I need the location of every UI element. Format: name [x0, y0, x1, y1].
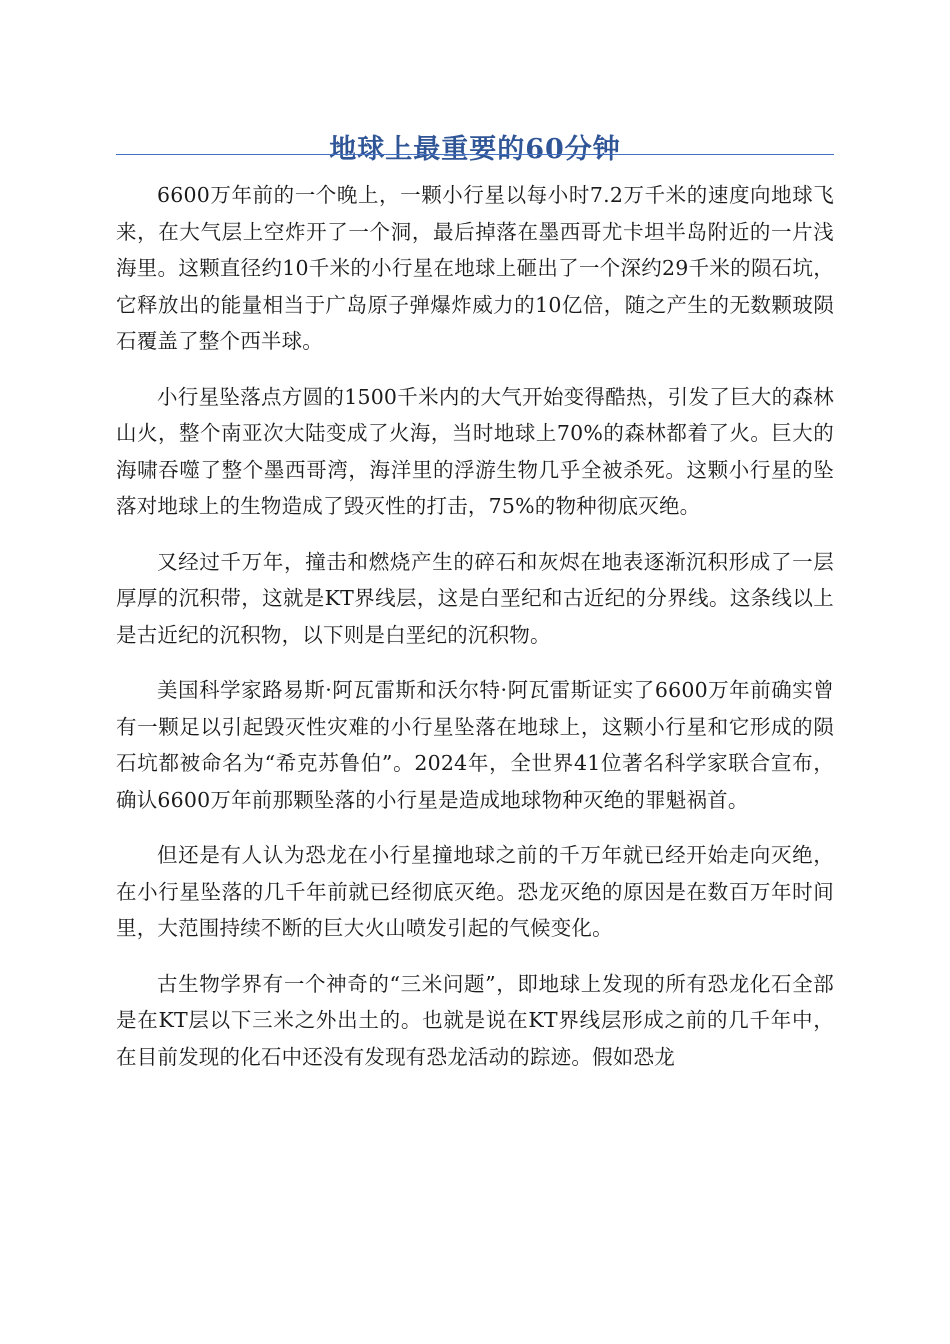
paragraph-1: 6600万年前的一个晚上，一颗小行星以每小时7.2万千米的速度向地球飞来，在大气层上空炸开了一个洞，最后掉落在墨西哥尤卡坦半岛附近的一片浅海里。这颗直径约10千米的小行星在地球上砸出了一个深约29千米的陨石坑，它释放出的能量相当于广岛原子弹爆炸威力的10亿倍，随之产生的无数颗玻陨石覆盖了整个西半球。	[116, 183, 834, 353]
paragraph-2: 小行星坠落点方圆的1500千米内的大气开始变得酷热，引发了巨大的森林山火，整个南亚次大陆变成了火海，当时地球上70%的森林都着了火。巨大的海啸吞噬了整个墨西哥湾，海洋里的浮游生物几乎全被杀死。这颗小行星的坠落对地球上的生物造成了毁灭性的打击，75%的物种彻底灭绝。	[116, 384, 834, 518]
title-underline	[116, 154, 834, 155]
paragraph-6: 古生物学界有一个神奇的“三米问题”，即地球上发现的所有恐龙化石全部是在KT层以下三米之外出土的。也就是说在KT界线层形成之前的几千年中，在目前发现的化石中还没有发现有恐龙活动的踪迹。假如恐龙	[116, 971, 834, 1069]
paragraph-4: 美国科学家路易斯·阿瓦雷斯和沃尔特·阿瓦雷斯证实了6600万年前确实曾有一颗足以引起毁灭性灾难的小行星坠落在地球上，这颗小行星和它形成的陨石坑都被命名为“希克苏鲁伯”。2024年，全世界41位著名科学家联合宣布，确认6600万年前那颗坠落的小行星是造成地球物种灭绝的罪魁祸首。	[116, 678, 834, 812]
document-body	[116, 177, 834, 1094]
document-title: 地球上最重要的60分钟	[329, 134, 621, 166]
paragraph-5: 但还是有人认为恐龙在小行星撞地球之前的千万年就已经开始走向灭绝，在小行星坠落的几千年前就已经彻底灭绝。恐龙灭绝的原因是在数百万年时间里，大范围持续不断的巨大火山喷发引起的气候变化。	[116, 843, 834, 940]
paragraph-3: 又经过千万年，撞击和燃烧产生的碎石和灰烬在地表逐渐沉积形成了一层厚厚的沉积带，这就是KT界线层，这是白垩纪和古近纪的分界线。这条线以上是古近纪的沉积物，以下则是白垩纪的沉积物。	[116, 549, 834, 647]
